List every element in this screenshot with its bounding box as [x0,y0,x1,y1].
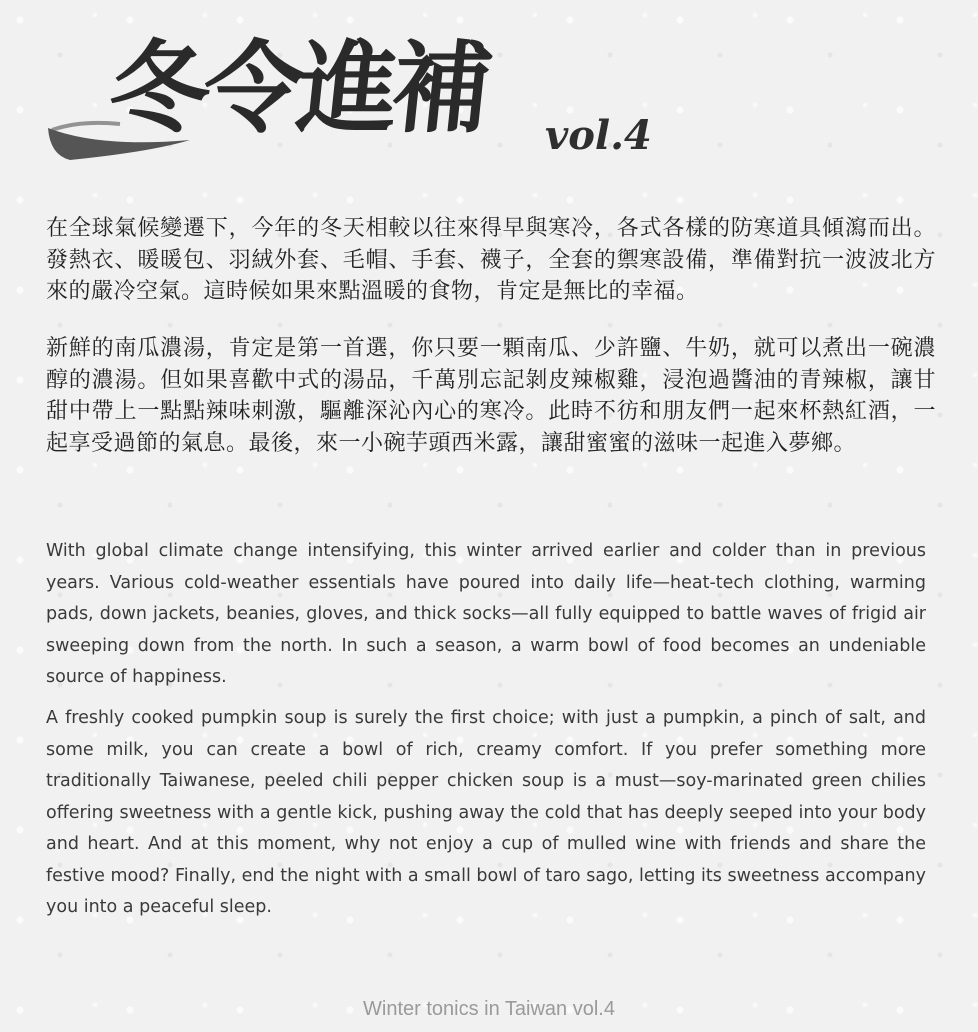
english-paragraph-2: A freshly cooked pumpkin soup is surely the first choice; with just a pumpkin, a pinch of salt, and some milk, you can create a bowl of rich, creamy comfort. If you prefer something more traditionally Taiwanese, peeled chili pepper chicken soup is a must—soy-marinated green chilies offering sweetness with a gentle kick, pushing away the cold that has deeply seeped into your body and heart. And at this moment, why not enjoy a cup of mulled wine with friends and share the festive mood? Finally, end the night with a small bowl of taro sago, letting its sweetness accompany you into a peaceful sleep. [46,708,926,917]
chinese-paragraph-2: 新鮮的南瓜濃湯，肯定是第一首選，你只要一顆南瓜、少許鹽、牛奶，就可以煮出一碗濃醇的濃湯。但如果喜歡中式的湯品，千萬別忘記剝皮辣椒雞，浸泡過醬油的青辣椒，讓甘甜中帶上一點點辣味刺激，驅離深沁內心的寒冷。此時不彷和朋友們一起來杯熱紅酒，一起享受過節的氣息。最後，來一小碗芋頭西米露，讓甜蜜蜜的滋味一起進入夢鄉。 [46,336,936,456]
calligraphy-title: 冬令進補 [103,29,493,147]
chinese-paragraph-1: 在全球氣候變遷下，今年的冬天相較以往來得早與寒冷，各式各樣的防寒道具傾瀉而出。發熱衣、暖暖包、羽絨外套、毛帽、手套、襪子，全套的禦寒設備，準備對抗一波波北方來的嚴冷空氣。這時候如果來點溫暖的食物，肯定是無比的幸福。 [46,216,936,304]
calligraphy-title-block [40,20,680,190]
english-paragraph-1: With global climate change intensifying, this winter arrived earlier and colder than in previous years. Various cold-weather essentials have poured into daily life—heat-tech clothing, warming pads, down jackets, beanies, gloves, and thick socks—all fully equipped to battle waves of frigid air sweeping down from the north. In such a season, a warm bowl of food becomes an undeniable source of happiness. [46,541,926,687]
footer-caption: Winter tonics in Taiwan vol.4 [363,998,615,1020]
volume-label: vol.4 [545,112,652,159]
